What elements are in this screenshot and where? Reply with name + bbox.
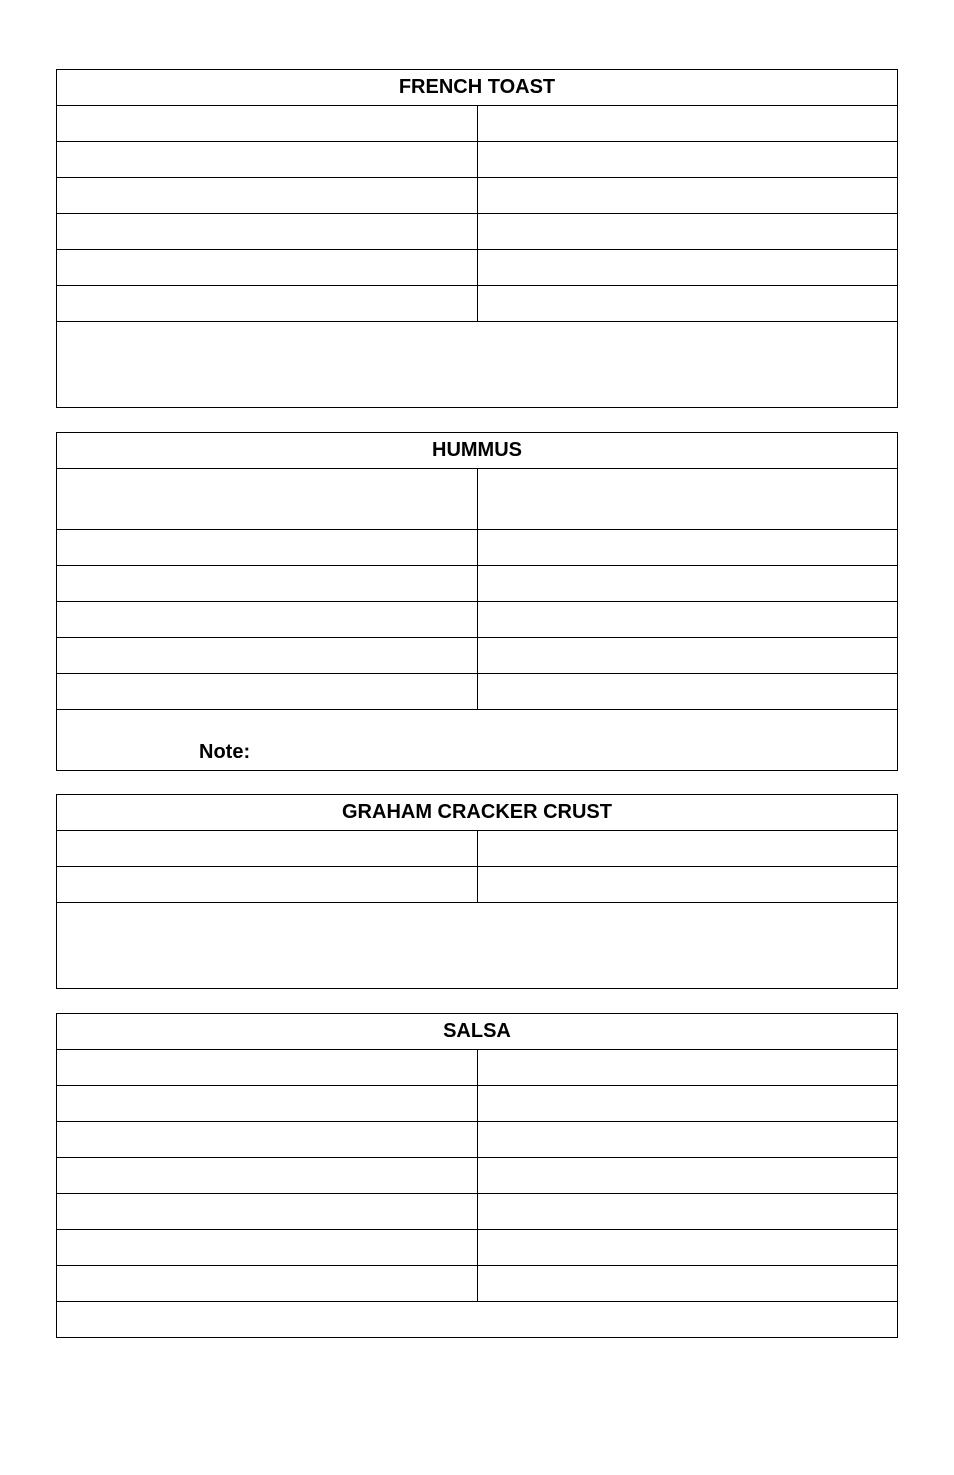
- quantity-cell: [57, 1050, 478, 1086]
- instructions-cell: [57, 322, 898, 408]
- quantity-cell: [57, 530, 478, 566]
- instructions-cell: [57, 903, 898, 989]
- recipe-card-graham-cracker-crust: [56, 794, 898, 989]
- ingredient-cell: [477, 286, 898, 322]
- ingredient-cell: [477, 1230, 898, 1266]
- recipe-card-salsa: [56, 1013, 898, 1338]
- ingredient-cell: [477, 178, 898, 214]
- instructions-cell: [57, 710, 898, 771]
- quantity-cell: [57, 1194, 478, 1230]
- quantity-cell: [57, 602, 478, 638]
- ingredient-cell: [477, 1266, 898, 1302]
- ingredient-cell: [477, 142, 898, 178]
- ingredient-cell: [477, 1050, 898, 1086]
- quantity-cell: [57, 1230, 478, 1266]
- recipe-card-french-toast: [56, 69, 898, 408]
- ingredient-cell: [477, 1086, 898, 1122]
- quantity-cell: [57, 831, 478, 867]
- note-label: Note:: [199, 741, 251, 763]
- ingredient-cell: [477, 1122, 898, 1158]
- ingredient-cell: [477, 566, 898, 602]
- quantity-cell: [57, 566, 478, 602]
- recipe-title: SALSA: [57, 1014, 898, 1050]
- quantity-cell: [57, 106, 478, 142]
- ingredient-cell: [477, 831, 898, 867]
- quantity-cell: [57, 286, 478, 322]
- quantity-cell: [57, 1158, 478, 1194]
- recipe-title: FRENCH TOAST: [57, 70, 898, 106]
- ingredient-cell: [477, 214, 898, 250]
- quantity-cell: [57, 1086, 478, 1122]
- quantity-cell: [57, 469, 478, 530]
- recipe-title: HUMMUS: [57, 433, 898, 469]
- ingredient-cell: [477, 1194, 898, 1230]
- quantity-cell: [57, 214, 478, 250]
- ingredient-cell: [477, 867, 898, 903]
- quantity-cell: [57, 638, 478, 674]
- ingredient-cell: [477, 250, 898, 286]
- quantity-cell: [57, 867, 478, 903]
- ingredient-cell: [477, 530, 898, 566]
- recipe-card-hummus: [56, 432, 898, 771]
- quantity-cell: [57, 178, 478, 214]
- ingredient-cell: [477, 106, 898, 142]
- ingredient-cell: [477, 1158, 898, 1194]
- quantity-cell: [57, 1122, 478, 1158]
- instructions-cell: [57, 1302, 898, 1338]
- ingredient-cell: [477, 674, 898, 710]
- quantity-cell: [57, 250, 478, 286]
- quantity-cell: [57, 1266, 478, 1302]
- quantity-cell: [57, 142, 478, 178]
- ingredient-cell: [477, 602, 898, 638]
- recipe-title: GRAHAM CRACKER CRUST: [57, 795, 898, 831]
- ingredient-cell: [477, 469, 898, 530]
- quantity-cell: [57, 674, 478, 710]
- ingredient-cell: [477, 638, 898, 674]
